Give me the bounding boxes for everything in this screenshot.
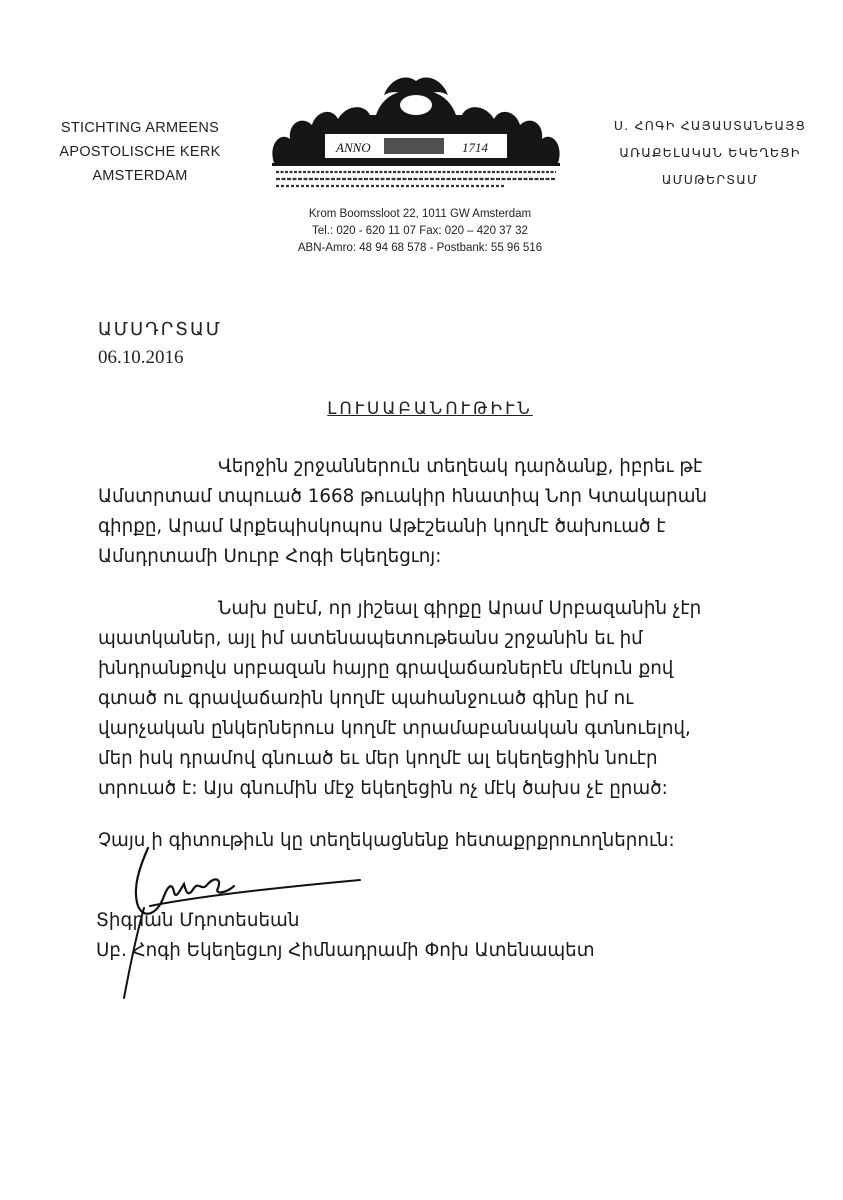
signer-title: Սբ. Հոգի Եկեղեցւոյ Հիմնադրամի Փոխ Ատենապետ <box>96 940 595 961</box>
paragraph2-line: վարչական ընկերներուս կողմէ տրամաբանական գտնուելով, <box>98 718 691 739</box>
org-right-line: ԱՄՍԹԵՐՏԱՄ <box>661 172 759 187</box>
letter-date: 06.10.2016 <box>98 347 184 368</box>
org-right-line: ԱՌԱՔԵԼԱԿԱՆ ԵԿԵՂԵՑԻ <box>619 145 801 160</box>
org-name-armenian <box>600 112 820 193</box>
paragraph2-line: գտած ու գրավաճառին կողմէ պահանջուած գինը իմ ու <box>98 688 634 709</box>
paragraph1-line: Վերջին շրջաններուն տեղեակ դարձանք, իբրեւ թէ <box>218 456 703 477</box>
letter-heading: ԼՈՒՍԱԲԱՆՈՒԹԻՒՆ <box>327 399 533 419</box>
paragraph1-line: Ամստրտամ տպուած 1668 թուակիր հնատիպ Նոր Կտակարան <box>98 486 708 507</box>
paragraph2-line: խնդրանքովս սրբազան հայրը գրավաճառներէն մէկուն քով <box>98 658 674 679</box>
signer-name: Տիգրան Մդոտեսեան <box>96 910 300 931</box>
paragraph1-line: գիրքը, Արամ Արքեպիսկոպոս Աթէշեանի կողմէ ծախուած է <box>98 516 666 537</box>
emblem-year-text: 1714 <box>462 140 488 155</box>
paragraph2-line: տրուած է: Այս գնումին մէջ եկեղեցին ոչ մէկ ծախս չէ ըրած: <box>98 778 668 799</box>
closing-line: Չայս ի գիտութիւն կը տեղեկացնենք հետաքրքրուողներուն: <box>98 830 675 851</box>
org-left-line: AMSTERDAM <box>92 168 188 184</box>
org-right-line: Ս. ՀՈԳԻ ՀԱՅԱՍՏԱՆԵԱՅՑ <box>613 118 807 133</box>
emblem-anno-text: ANNO <box>336 140 371 155</box>
church-emblem-logo <box>266 75 566 193</box>
contact-phone-fax: Tel.: 020 - 620 11 07 Fax: 020 – 420 37 32 <box>312 225 528 237</box>
org-name-dutch <box>40 116 240 188</box>
paragraph2-line: Նախ ըսէմ, որ յիշեալ գիրքը Արամ Սրբազանին չէր <box>218 598 702 619</box>
paragraph2-line: մեր իսկ դրամով գնուած եւ մեր կողմէ ալ եկեղեցիին նուէր <box>98 748 658 769</box>
paragraph2-line: պատկաներ, այլ իմ ատենապետութեանս շրջանին եւ իմ <box>98 628 643 649</box>
org-left-line: STICHTING ARMEENS <box>60 120 220 136</box>
paragraph1-line: Ամսդրտամի Սուրբ Հոգի Եկեղեցւոյ: <box>98 546 442 567</box>
contact-block <box>240 206 600 257</box>
contact-bank: ABN-Amro: 48 94 68 578 - Postbank: 55 96 516 <box>297 242 543 254</box>
letter-place: ԱՄՍԴՐՏԱՄ <box>98 319 222 340</box>
contact-address: Krom Boomssloot 22, 1011 GW Amsterdam <box>308 208 532 220</box>
org-left-line: APOSTOLISCHE KERK <box>59 144 221 160</box>
